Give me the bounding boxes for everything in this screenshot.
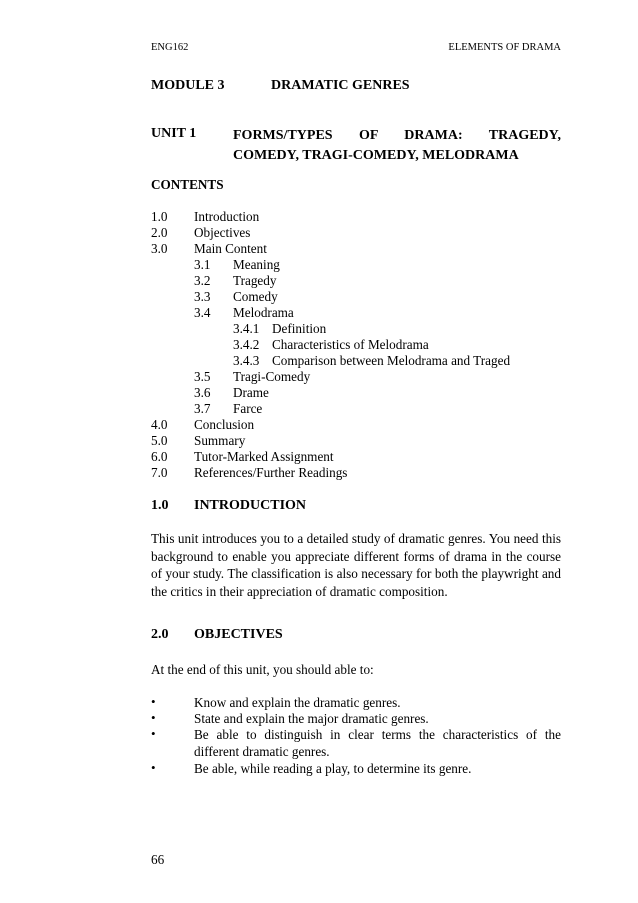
contents-item-label: Meaning xyxy=(233,257,280,272)
running-header-course-title: ELEMENTS OF DRAMA xyxy=(448,42,561,53)
objective-text: Know and explain the dramatic genres. xyxy=(194,695,401,710)
contents-item-number: 1.0 xyxy=(151,209,168,224)
bullet-icon: • xyxy=(151,710,156,725)
objective-text: Be able, while reading a play, to determine its genre. xyxy=(194,761,472,776)
unit-title-line-1: FORMS/TYPES OF DRAMA: TRAGEDY, xyxy=(233,128,561,143)
contents-item-number: 3.6 xyxy=(194,385,211,400)
module-label: MODULE 3 xyxy=(151,78,225,93)
contents-item-label: Melodrama xyxy=(233,305,294,320)
contents-item-number: 2.0 xyxy=(151,225,168,240)
contents-item-label: References/Further Readings xyxy=(194,465,348,480)
contents-heading: CONTENTS xyxy=(151,177,224,192)
contents-item-number: 3.4 xyxy=(194,305,211,320)
running-header-course-code: ENG162 xyxy=(151,42,189,53)
contents-item-label: Tutor-Marked Assignment xyxy=(194,449,334,464)
contents-item-number: 3.7 xyxy=(194,401,211,416)
unit-title-line-2: COMEDY, TRAGI-COMEDY, MELODRAMA xyxy=(233,148,519,163)
contents-item-label: Introduction xyxy=(194,209,260,224)
contents-item-label: Characteristics of Melodrama xyxy=(272,337,429,352)
objectives-lead: At the end of this unit, you should able to: xyxy=(151,662,374,677)
contents-item-number: 3.4.1 xyxy=(233,321,260,336)
unit-label: UNIT 1 xyxy=(151,126,197,141)
bullet-icon: • xyxy=(151,726,156,741)
contents-item-number: 7.0 xyxy=(151,465,168,480)
unit-title xyxy=(233,126,561,166)
contents-item-label: Tragi-Comedy xyxy=(233,369,311,384)
contents-item-number: 3.4.2 xyxy=(233,337,260,352)
contents-item-label: Comparison between Melodrama and Traged xyxy=(272,353,511,368)
introduction-heading: INTRODUCTION xyxy=(194,498,307,513)
contents-item-label: Drame xyxy=(233,385,269,400)
contents-item-number: 3.2 xyxy=(194,273,211,288)
contents-item-number: 3.5 xyxy=(194,369,211,384)
contents-item-label: Definition xyxy=(272,321,327,336)
module-title: DRAMATIC GENRES xyxy=(271,78,410,93)
introduction-number: 1.0 xyxy=(151,498,169,513)
contents-item-number: 6.0 xyxy=(151,449,168,464)
bullet-icon: • xyxy=(151,760,156,775)
contents-item-number: 3.3 xyxy=(194,289,211,304)
contents-item-label: Main Content xyxy=(194,241,267,256)
contents-item-label: Objectives xyxy=(194,225,251,240)
contents-item-label: Summary xyxy=(194,433,246,448)
objectives-number: 2.0 xyxy=(151,627,169,642)
contents-item-number: 3.0 xyxy=(151,241,168,256)
contents-item-label: Tragedy xyxy=(233,273,277,288)
objective-text: Be able to distinguish in clear terms the characteristics of the different dramatic genres. xyxy=(194,727,561,759)
introduction-paragraph: This unit introduces you to a detailed study of dramatic genres. You need this background to enable you appreciate different forms of drama in the course of your study. The classification is also necessary for both the playwright and the critics in their appreciation of dramatic composition. xyxy=(151,531,561,599)
objectives-heading: OBJECTIVES xyxy=(194,627,283,642)
contents-item-number: 3.4.3 xyxy=(233,353,260,368)
contents-item-label: Farce xyxy=(233,401,263,416)
contents-item-number: 5.0 xyxy=(151,433,168,448)
bullet-icon: • xyxy=(151,694,156,709)
contents-item-number: 4.0 xyxy=(151,417,168,432)
page-number: 66 xyxy=(151,852,165,867)
contents-item-number: 3.1 xyxy=(194,257,211,272)
contents-item-label: Conclusion xyxy=(194,417,255,432)
contents-item-label: Comedy xyxy=(233,289,278,304)
objective-text: State and explain the major dramatic genres. xyxy=(194,711,429,726)
